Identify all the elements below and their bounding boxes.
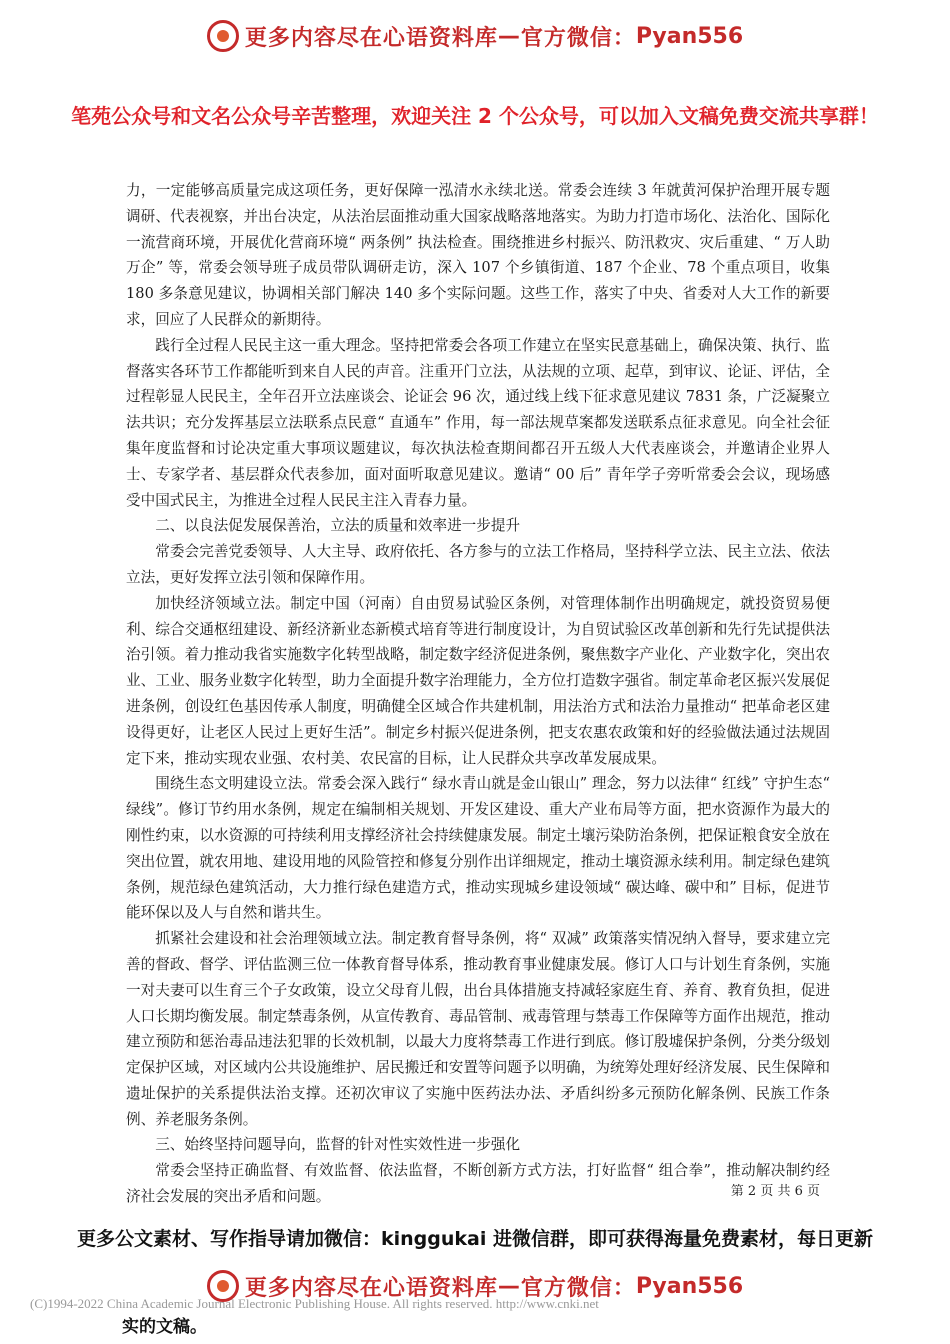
top-promo-banner: 笔苑公众号和文名公众号辛苦整理，欢迎关注 2 个公众号，可以加入文稿免费交流共享群！: [71, 104, 879, 128]
paragraph: 加快经济领域立法。制定中国（河南）自由贸易试验区条例，对管理体制作出明确规定，就投资贸易便利、综合交通枢纽建设、新经济新业态新模式培育等进行制度设计，为自贸试验区改革创新和先行先试提供法治引领。着力推动我省实施数字化转型战略，制定数字经济促进条例，聚焦数字产业化、产业数字化，突出农业、工业、服务业数字化转型，助力全面提升数字治理能力，全方位打造数字强省。制定革命老区振兴发展促进条例，创设红色基因传承人制度，明确健全区域合作共建机制，用法治方式和法治力量推动“ 把革命老区建设得更好，让老区人民过上更好生活”。制定乡村振兴促进条例，把支农惠农政策和好的经验做法通过法规固定下来，推动实现农业强、农村美、农民富的目标，让人民群众共享改革发展成果。: [126, 594, 830, 767]
watermark-separator: —: [497, 1273, 521, 1299]
section-heading: 二、以良法促发展保善治，立法的质量和效率进一步提升: [155, 517, 521, 535]
watermark-header: [0, 16, 950, 56]
bottom-promo-banner: 更多公文素材、写作指导请加微信：kinggukai 进微信群，即可获得海量免费素材，每日更新: [77, 1228, 873, 1250]
watermark-separator: —: [497, 23, 521, 49]
watermark-contact-label: 官方微信：: [520, 1275, 636, 1301]
section-heading: 三、始终坚持问题导向，监督的针对性实效性进一步强化: [155, 1136, 521, 1154]
paragraph: 抓紧社会建设和社会治理领域立法。制定教育督导条例，将“ 双减” 政策落实情况纳入督导，要求建立完善的督政、督学、评估监测三位一体教育督导体系，推动教育事业健康发展。修订人口与计划生育条例，实施一对夫妻可以生育三个子女政策，设立父母育儿假，出台具体措施支持减轻家庭生育、养育、教育负担，促进人口长期均衡发展。制定禁毒条例，从宣传教育、毒品管制、戒毒管理与禁毒工作保障等方面作出规范，推动建立预防和惩治毒品违法犯罪的长效机制，以最大力度将禁毒工作进行到底。修订殷墟保护条例，分类分级划定保护区域，对区域内公共设施维护、居民搬迁和安置等问题予以明确，为统筹处理好经济发展、民生保障和遗址保护的关系提供法治支撑。还初次审议了实施中医药法办法、矛盾纠纷多元预防化解条例、民族工作条例、养老服务条例。: [126, 930, 830, 1128]
paragraph: 践行全过程人民民主这一重大理念。坚持把常委会各项工作建立在坚实民意基础上，确保决策、执行、监督落实各环节工作都能听到来自人民的声音。注重开门立法，从法规的立项、起草，到审议、论证、评估，全过程彰显人民民主，全年召开立法座谈会、论证会 96 次，通过线上线下征求意见建议 7831 条，广泛凝聚立法共识；充分发挥基层立法联系点民意“ 直通车” 作用，每一部法规草案都发送联系点征求意见。向全社会征集年度监督和讨论决定重大事项议题建议，每次执法检查期间都召开五级人大代表座谈会，并邀请企业界人士、专家学者、基层群众代表参加，面对面听取意见建议。邀请“ 00 后” 青年学子旁听常委会会议，现场感受中国式民主，为推进全过程人民民主注入青春力量。: [126, 336, 830, 509]
page-number: 第 2 页 共 6 页: [730, 1184, 820, 1199]
brand-logo-icon: [207, 20, 239, 52]
watermark-contact-id: Pyan556: [635, 23, 744, 49]
paragraph: 力，一定能够高质量完成这项任务，更好保障一泓清水永续北送。常委会连续 3 年就黄河保护治理开展专题调研、代表视察，并出台决定，从法治层面推动重大国家战略落地落实。为助力打造市场化、法治化、国际化一流营商环境，开展优化营商环境“ 两条例” 执法检查。围绕推进乡村振兴、防汛救灾、灾后重建、“ 万人助万企” 等，常委会领导班子成员带队调研走访，深入 107 个乡镇街道、187 个企业、78 个重点项目，收集 180 多条意见建议，协调相关部门解决 140 多个实际问题。这些工作，落实了中央、省委对人大工作的新要求，回应了人民群众的新期待。: [126, 182, 830, 328]
watermark-brand: 更多内容尽在心语资料库: [244, 1275, 498, 1301]
paragraph: 常委会完善党委领导、人大主导、政府依托、各方参与的立法工作格局，坚持科学立法、民主立法、依法立法，更好发挥立法引领和保障作用。: [126, 543, 830, 586]
cutoff-text: 实的文稿。: [122, 1317, 207, 1337]
watermark-contact-label: 官方微信：: [520, 25, 636, 51]
watermark-contact-id: Pyan556: [635, 1273, 744, 1299]
copyright-notice: (C)1994-2022 China Academic Journal Electronic Publishing House. All rights reserved. http://www.cnki.net: [30, 1296, 599, 1311]
watermark-brand: 更多内容尽在心语资料库: [244, 25, 498, 51]
paragraph: 围绕生态文明建设立法。常委会深入践行“ 绿水青山就是金山银山” 理念，努力以法律“ 红线” 守护生态“ 绿线”。修订节约用水条例，规定在编制相关规划、开发区建设、重大产业布局等方面，把水资源作为最大的刚性约束，以水资源的可持续利用支撑经济社会持续健康发展。制定土壤污染防治条例，把保证粮食安全放在突出位置，就农用地、建设用地的风险管控和修复分别作出详细规定，推动土壤资源永续利用。制定绿色建筑条例，规范绿色建筑活动，大力推行绿色建造方式，推动实现城乡建设领域“ 碳达峰、碳中和” 目标，促进节能环保以及人与自然和谐共生。: [126, 775, 830, 922]
paragraph: 常委会坚持正确监督、有效监督、依法监督，不断创新方式方法，打好监督“ 组合拳”，推动解决制约经济社会发展的突出矛盾和问题。: [126, 1162, 830, 1206]
document-body: [126, 178, 830, 1210]
